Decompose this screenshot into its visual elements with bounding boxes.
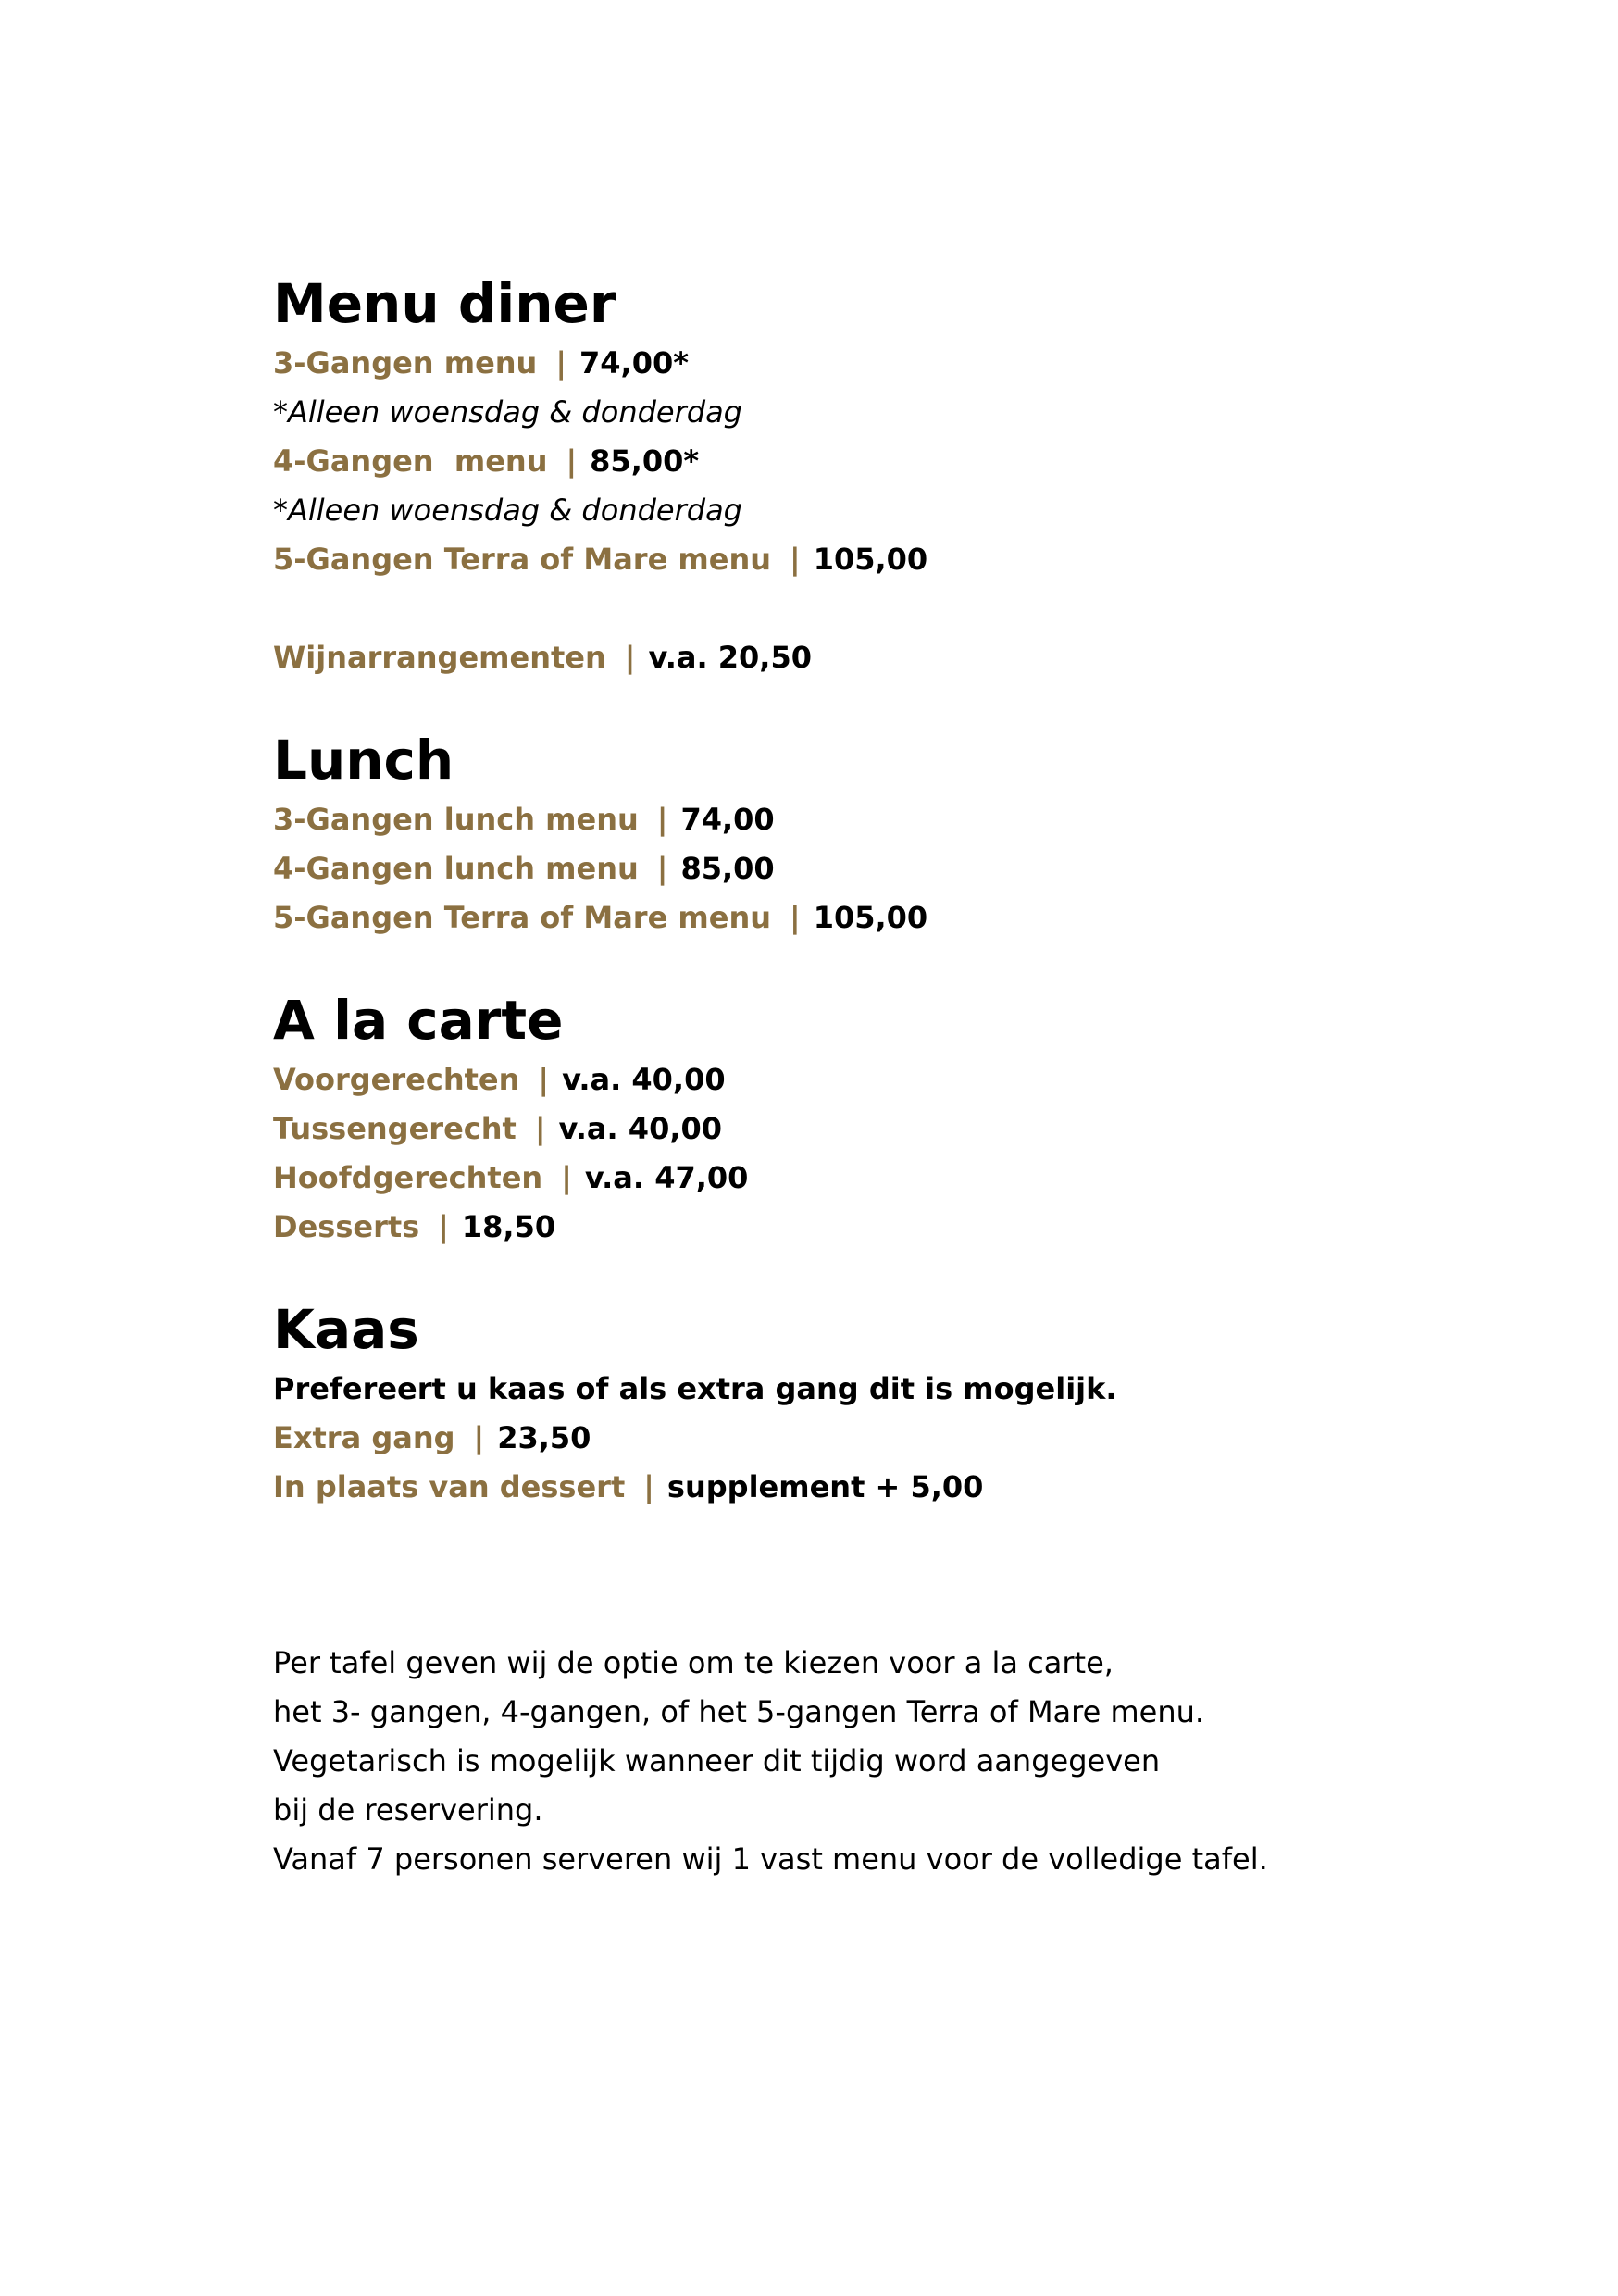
separator: | <box>656 851 668 886</box>
separator: | <box>473 1420 485 1455</box>
section-title-alacarte: A la carte <box>273 989 564 1052</box>
menu-item <box>273 1154 1384 1203</box>
menu-item-price: v.a. 47,00 <box>584 1160 749 1195</box>
menu-item-label: 4-Gangen lunch menu <box>273 851 639 886</box>
footer-line: Per tafel geven wij de optie om te kiezen voor a la carte, <box>273 1645 1114 1680</box>
menu-item-price: v.a. 40,00 <box>558 1111 723 1146</box>
menu-item-label: 5-Gangen Terra of Mare menu <box>273 542 772 577</box>
menu-item <box>273 1414 1384 1463</box>
menu-item-label: Voorgerechten <box>273 1062 520 1097</box>
footer-line: Vegetarisch is mogelijk wanneer dit tijdig word aangegeven <box>273 1743 1161 1778</box>
separator: | <box>538 1062 550 1097</box>
menu-item <box>273 1203 1384 1252</box>
menu-item-label: 3-Gangen lunch menu <box>273 802 639 837</box>
section-title-kaas: Kaas <box>273 1298 419 1361</box>
menu-item <box>273 535 1384 584</box>
menu-item-label: Desserts <box>273 1209 420 1244</box>
menu-item-price: 74,00 <box>680 802 775 837</box>
menu-item-label: 3-Gangen menu <box>273 345 538 381</box>
menu-item <box>273 1463 1384 1512</box>
menu-note: *Alleen woensdag & donderdag <box>273 493 742 528</box>
menu-item-price: 74,00* <box>579 345 689 381</box>
section-title-lunch: Lunch <box>273 729 454 792</box>
footer-line: het 3- gangen, 4-gangen, of het 5-gangen Terra of Mare menu. <box>273 1694 1205 1729</box>
section-title-diner: Menu diner <box>273 272 616 335</box>
menu-item-price: 105,00 <box>813 542 928 577</box>
menu-item-price: supplement + 5,00 <box>666 1469 984 1504</box>
menu-item-price: 85,00* <box>590 443 700 479</box>
kaas-intro: Prefereert u kaas of als extra gang dit is mogelijk. <box>273 1371 1117 1406</box>
menu-item <box>273 1104 1384 1154</box>
menu-item-label: 5-Gangen Terra of Mare menu <box>273 900 772 935</box>
separator: | <box>438 1209 449 1244</box>
menu-item-label: In plaats van dessert <box>273 1469 626 1504</box>
separator: | <box>624 640 636 675</box>
menu-item-label: Wijnarrangementen <box>273 640 606 675</box>
menu-item-label: Tussengerecht <box>273 1111 517 1146</box>
menu-item-price: 105,00 <box>813 900 928 935</box>
menu-item <box>273 893 1384 942</box>
menu-item-price: v.a. 40,00 <box>562 1062 726 1097</box>
menu-item <box>273 844 1384 893</box>
separator: | <box>561 1160 572 1195</box>
wine-arrangement <box>273 633 1384 682</box>
separator: | <box>790 900 801 935</box>
menu-item-price: 85,00 <box>680 851 775 886</box>
separator: | <box>790 542 801 577</box>
menu-note: *Alleen woensdag & donderdag <box>273 394 742 430</box>
separator: | <box>643 1469 654 1504</box>
menu-item-price: v.a. 20,50 <box>648 640 812 675</box>
menu-item-label: Extra gang <box>273 1420 455 1455</box>
footer-line: bij de reservering. <box>273 1792 543 1828</box>
menu-item-label: Hoofdgerechten <box>273 1160 543 1195</box>
footer-line: Vanaf 7 personen serveren wij 1 vast menu voor de volledige tafel. <box>273 1841 1268 1877</box>
separator: | <box>656 802 668 837</box>
menu-item <box>273 1055 1384 1104</box>
menu-item-label: 4-Gangen menu <box>273 443 548 479</box>
menu-page <box>273 268 1384 1884</box>
separator: | <box>566 443 578 479</box>
menu-item <box>273 795 1384 844</box>
footer-notes <box>273 1639 1384 1884</box>
menu-item-price: 18,50 <box>461 1209 556 1244</box>
menu-item-price: 23,50 <box>497 1420 591 1455</box>
separator: | <box>555 345 567 381</box>
menu-item <box>273 339 1384 388</box>
separator: | <box>534 1111 546 1146</box>
menu-item <box>273 437 1384 486</box>
